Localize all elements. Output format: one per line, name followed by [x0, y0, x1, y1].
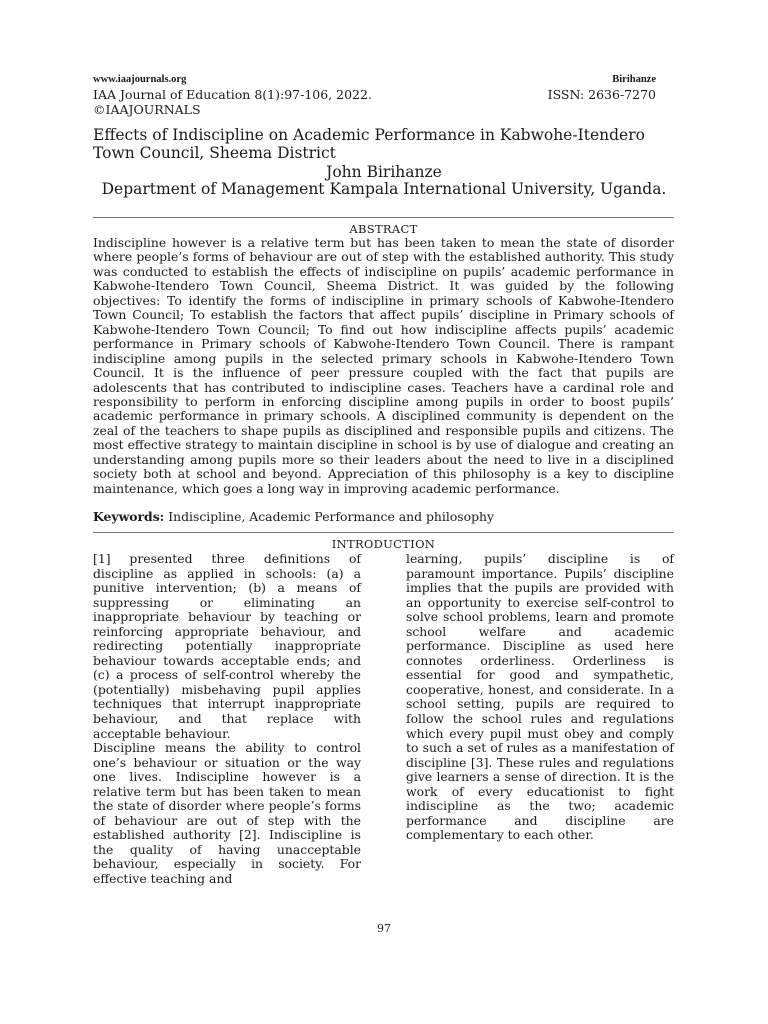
intro-paragraph: learning, pupils’ discipline is of paramount importance. Pupils’ discipline implies that the pupils are provided with an opportunity to exercise self-control to solve school problems, learn and promote school welfare and academic performance. Discipline as used here connotes orderliness. Orderliness is essential for good and sympathetic, cooperative, honest, and considerate. In a school setting, pupils are required to follow the school rules and regulations which every pupil must obey and comply to such a set of rules as a manifestation of discipline [3]. These rules and regulations give learners a sense of direction. It is the work of every educationist to fight indiscipline as the two; academic performance and discipline are complementary to each other. [406, 551, 674, 843]
page-number: 97 [377, 922, 391, 935]
intro-paragraph: Discipline means the ability to control one’s behaviour or situation or the way one lives. Indiscipline however is a relative term but has been taken to mean the state of disorder where people’s forms of behaviour are out of step with the established authority [2]. Indiscipline is the quality of having unacceptable behaviour, especially in society. For effective teaching and [93, 740, 361, 887]
keywords-line [93, 509, 674, 524]
intro-right-column [406, 552, 674, 843]
running-author: Birihanze [612, 74, 656, 85]
running-header [93, 74, 656, 85]
intro-left-column [93, 552, 361, 887]
article-title: Effects of Indiscipline on Academic Performance in Kabwohe-Itendero Town Council, Sheema District [93, 126, 645, 162]
issn: ISSN: 2636-7270 [547, 87, 656, 102]
abstract-heading: ABSTRACT [349, 222, 418, 236]
copyright-line: ©IAAJOURNALS [93, 102, 201, 117]
journal-citation: IAA Journal of Education 8(1):97-106, 2022. [93, 87, 372, 102]
intro-paragraph: [1] presented three definitions of discipline as applied in schools: (a) a punitive intervention; (b) a means of suppressing or eliminating an inappropriate behaviour by teaching or reinforcing appropriate behaviour, and redirecting potentially inappropriate behaviour towards acceptable ends; and (c) a process of self-control whereby the (potentially) misbehaving pupil applies techniques that interrupt inappropriate behaviour, and that replace with acceptable behaviour. [93, 551, 361, 741]
journal-info-row [93, 87, 656, 102]
keywords-label: Keywords: [93, 509, 165, 524]
author-affiliation: Department of Management Kampala International University, Uganda. [101, 180, 667, 198]
abstract-top-rule [93, 217, 674, 218]
article-author: John Birihanze [326, 163, 442, 181]
keywords-text: Indiscipline, Academic Performance and philosophy [168, 509, 495, 524]
introduction-heading: INTRODUCTION [331, 537, 436, 551]
journal-website[interactable]: www.iaajournals.org [93, 74, 187, 85]
abstract-body: Indiscipline however is a relative term but has been taken to mean the state of disorder where people’s forms of behaviour are out of step with the established authority. This study was conducted to establish the effects of indiscipline on pupils’ academic performance in Kabwohe-Itendero Town Council, Sheema District. It was guided by the following objectives: To identify the forms of indiscipline in primary schools of Kabwohe-Itendero Town Council; To establish the factors that affect pupils’ discipline in Primary schools of Kabwohe-Itendero Town Council; To find out how indiscipline affects pupils’ academic performance in Primary schools of Kabwohe-Itendero Town Council. There is rampant indiscipline among pupils in the selected primary schools in Kabwohe-Itendero Town Council. It is the influence of peer pressure coupled with the fact that pupils are adolescents that has contributed to indiscipline cases. Teachers have a cardinal role and responsibility to perform in enforcing discipline among pupils in order to boost pupils’ academic performance in primary schools. A disciplined community is dependent on the zeal of the teachers to shape pupils as disciplined and responsible pupils and citizens. The most effective strategy to maintain discipline in school is by use of dialogue and creating an understanding among pupils more so their leaders about the need to live in a disciplined society both at school and beyond. Appreciation of this philosophy is a key to discipline maintenance, which goes a long way in improving academic performance. [93, 235, 674, 496]
introduction-top-rule [93, 532, 674, 533]
